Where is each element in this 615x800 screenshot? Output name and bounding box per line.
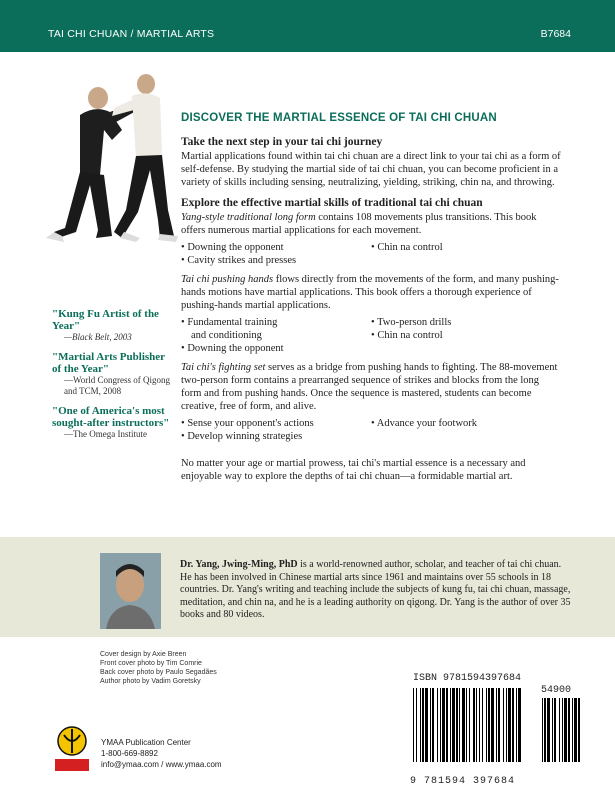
list-item: • Develop winning strategies: [181, 430, 371, 443]
quote-text: "One of America's most sought-after instructors": [52, 405, 170, 429]
section-title-journey: Take the next step in your tai chi journey: [181, 136, 383, 148]
price-code: 54900: [541, 685, 572, 696]
paragraph-fighting-set: Tai chi's fighting set serves as a bridge from pushing hands to fighting. The 88-movement two-person form contains a prearranged sequence of strikes and blocks from the long form and from pushing hands. Once the sequence is mastered, students can become creative, free of form, and alive.: [181, 362, 558, 412]
list-item: • Chin na control: [371, 241, 561, 254]
section-body-journey: Martial applications found within tai chi chuan are a direct link to your tai chi as a form of self-defense. By studying the martial side of tai chi chuan, you can become proficient in a variety of skills including sensing, neutralizing, yielding, striking, chin na, and throwing.: [181, 151, 561, 188]
quote-attribution: —The Omega Institute: [64, 429, 147, 439]
praise-quote-1: [52, 308, 172, 343]
bullet-list-fighting-set: [181, 417, 561, 443]
list-item: • Advance your footwork: [371, 417, 561, 430]
list-item-continuation: and conditioning: [191, 330, 262, 341]
isbn-label: ISBN 9781594397684: [413, 673, 522, 684]
quote-attribution: —World Congress of Qigong and TCM, 2008: [64, 375, 171, 396]
praise-quote-3: [52, 405, 172, 440]
top-banner: [0, 0, 615, 52]
list-item: • Fundamental training: [181, 316, 371, 329]
publisher-info: YMAA Publication Center 1-800-669-8892 info@ymaa.com / www.ymaa.com: [101, 738, 222, 769]
headline: DISCOVER THE MARTIAL ESSENCE OF TAI CHI CHUAN: [181, 112, 497, 124]
category-label: TAI CHI CHUAN / MARTIAL ARTS: [48, 28, 215, 40]
list-item: • Sense your opponent's actions: [181, 417, 371, 430]
quote-text: "Kung Fu Artist of the Year": [52, 308, 159, 332]
list-item: • Cavity strikes and presses: [181, 254, 371, 267]
book-code: B7684: [540, 28, 571, 40]
barcode-number: 9 781594 397684: [410, 776, 516, 787]
ymaa-logo: [52, 725, 92, 775]
list-item: • Chin na control: [371, 329, 561, 342]
list-item: • Two-person drills: [371, 316, 561, 329]
praise-quote-2: [52, 351, 172, 397]
bullet-list-pushing-hands: [181, 316, 561, 355]
bullet-list-long-form: [181, 241, 561, 267]
list-item: • Downing the opponent: [181, 342, 371, 355]
quote-text: "Martial Arts Publisher of the Year": [52, 351, 165, 375]
author-bio: Dr. Yang, Jwing-Ming, PhD is a world-renowned author, scholar, and teacher of tai chi chuan. He has been involved in Chinese martial arts since 1961 and maintains over 55 schools in 18 countries. Dr. Yang's writing and teaching include the subjects of kung fu, tai chi chuan, massage, meditation, and chin na, and he is a leading authority on qigong. Dr. Yang is the author of over 35 books and 80 videos.: [180, 559, 571, 620]
main-copy: [181, 112, 561, 487]
paragraph-pushing-hands: Tai chi pushing hands flows directly from the movements of the form, and many pushing-hands motions have martial applications. This book offers a thorough experience of pushing-hands martial applications.: [181, 274, 559, 311]
cover-photo-martial-artists: [40, 60, 190, 245]
author-photo: [100, 553, 161, 629]
isbn-barcode: [409, 684, 584, 766]
closing-paragraph: No matter your age or martial prowess, tai chi's martial essence is a necessary and enjoyable way to explore the depths of tai chi chuan—a formidable martial art.: [181, 458, 526, 482]
quote-attribution: —Black Belt, 2003: [64, 332, 132, 342]
photo-credits: Cover design by Axie Breen Front cover photo by Tim Comrie Back cover photo by Paulo Segadães Author photo by Vadim Goretsky: [100, 651, 217, 685]
praise-sidebar: [52, 308, 172, 448]
paragraph-long-form: Yang-style traditional long form contains 108 movements plus transitions. This book offers numerous martial applications for each movement.: [181, 212, 537, 236]
list-item: • Downing the opponent: [181, 241, 371, 254]
section-title-skills: Explore the effective martial skills of traditional tai chi chuan: [181, 197, 483, 209]
